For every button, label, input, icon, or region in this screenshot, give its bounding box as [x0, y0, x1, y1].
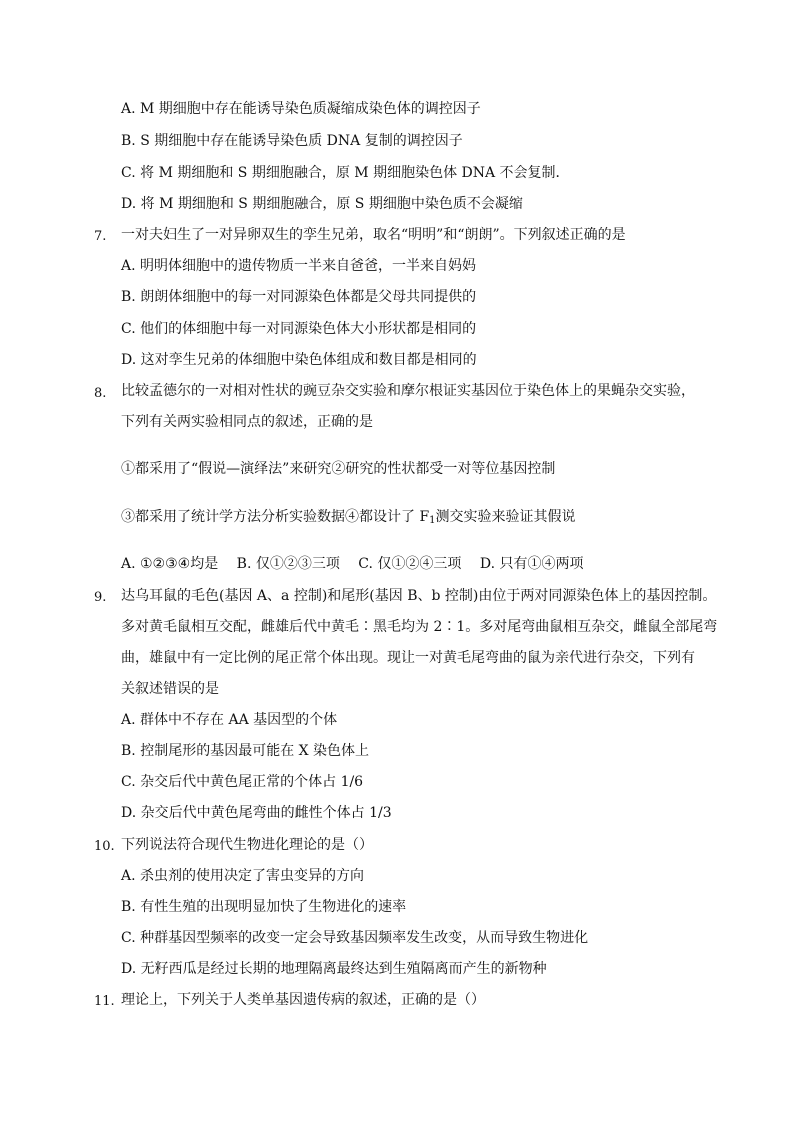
q8-statements-1: ①都采用了“假说—演绎法”来研究②研究的性状都受一对等位基因控制: [121, 461, 556, 477]
q10-option-d: D. 无籽西瓜是经过长期的地理隔离最终达到生殖隔离而产生的新物种: [121, 961, 547, 977]
q8-stem-line-2: 下列有关两实验相同点的叙述，正确的是: [121, 414, 373, 430]
q9-stem-line-2: 多对黄毛鼠相互交配，雌雄后代中黄毛∶黑毛均为 2∶1。多对尾弯曲鼠相互杂交，雌鼠全部尾弯: [121, 619, 718, 635]
q10-stem: 下列说法符合现代生物进化理论的是（）: [121, 837, 373, 853]
q6-option-c: C. 将 M 期细胞和 S 期细胞融合，原 M 期细胞染色体 DNA 不会复制．: [121, 165, 570, 181]
q7-number: 7.: [94, 229, 107, 244]
q11-stem: 理论上，下列关于人类单基因遗传病的叙述，正确的是（）: [121, 992, 485, 1008]
q8-statements-2: [121, 508, 576, 530]
q9-option-a: A. 群体中不存在 AA 基因型的个体: [121, 712, 338, 728]
q8-statements-2-pre: ③都采用了统计学方法分析实验数据④都设计了 F: [121, 509, 430, 525]
q6-option-b: B. S 期细胞中存在能诱导染色质 DNA 复制的调控因子: [121, 133, 463, 149]
q6-option-d: D. 将 M 期细胞和 S 期细胞融合，原 S 期细胞中染色质不会凝缩: [121, 196, 523, 212]
q10-option-b: B. 有性生殖的出现明显加快了生物进化的速率: [121, 899, 407, 915]
q8-options: A. ①②③④均是 B. 仅①②③三项 C. 仅①②④三项 D. 只有①④两项: [121, 556, 584, 572]
q9-stem-line-4: 关叙述错误的是: [121, 681, 219, 697]
q10-number: 10.: [94, 839, 115, 854]
q9-stem-line-3: 曲，雄鼠中有一定比例的尾正常个体出现。现让一对黄毛尾弯曲的鼠为亲代进行杂交，下列有: [121, 650, 695, 666]
q8-number: 8.: [94, 386, 107, 401]
q9-number: 9.: [94, 590, 107, 605]
q8-subscript: 1: [429, 515, 436, 526]
q11-number: 11.: [94, 994, 115, 1009]
q10-option-a: A. 杀虫剂的使用决定了害虫变异的方向: [121, 868, 365, 884]
q9-stem-line-1: 达乌耳鼠的毛色(基因 A、a 控制)和尾形(基因 B、b 控制)由位于两对同源染色体上的基因控制。: [121, 588, 717, 604]
q7-option-a: A. 明明体细胞中的遗传物质一半来自爸爸，一半来自妈妈: [121, 258, 477, 274]
q9-option-b: B. 控制尾形的基因最可能在 X 染色体上: [121, 743, 370, 759]
q7-option-b: B. 朗朗体细胞中的每一对同源染色体都是父母共同提供的: [121, 289, 477, 305]
q9-option-c: C. 杂交后代中黄色尾正常的个体占 1/6: [121, 774, 364, 790]
q8-statements-2-post: 测交实验来验证其假说: [435, 509, 576, 525]
q7-stem: 一对夫妇生了一对异卵双生的孪生兄弟，取名“明明”和“朗朗”。下列叙述正确的是: [121, 227, 626, 243]
q8-stem-line-1: 比较孟德尔的一对相对性状的豌豆杂交实验和摩尔根证实基因位于染色体上的果蝇杂交实验，: [121, 383, 695, 399]
q9-option-d: D. 杂交后代中黄色尾弯曲的雌性个体占 1/3: [121, 805, 392, 821]
q7-option-c: C. 他们的体细胞中每一对同源染色体大小形状都是相同的: [121, 321, 477, 337]
q6-option-a: A. M 期细胞中存在能诱导染色质凝缩成染色体的调控因子: [121, 101, 481, 117]
q7-option-d: D. 这对孪生兄弟的体细胞中染色体组成和数目都是相同的: [121, 352, 477, 368]
q10-option-c: C. 种群基因型频率的改变一定会导致基因频率发生改变，从而导致生物进化: [121, 930, 589, 946]
